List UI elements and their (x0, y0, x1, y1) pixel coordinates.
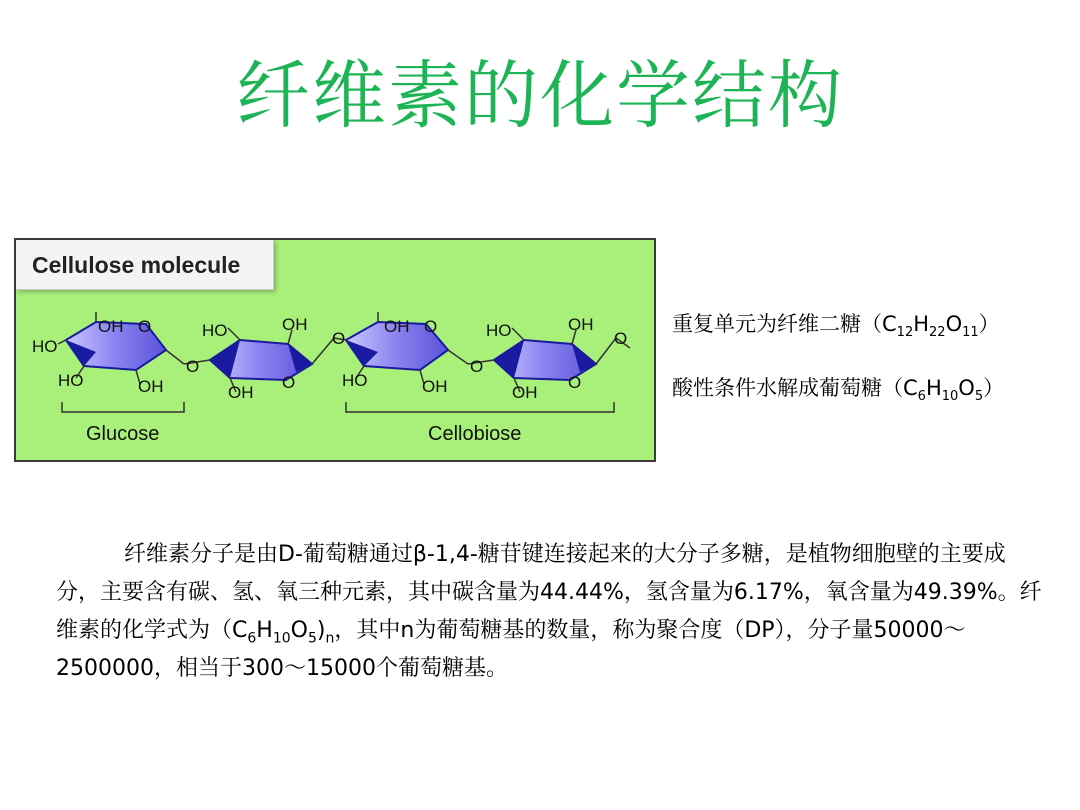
ring4-ho-top: HO (486, 321, 512, 340)
ring2-oh-bottom: OH (228, 383, 254, 402)
cellulose-figure (14, 238, 656, 462)
ring2-o-ring: O (282, 373, 296, 392)
ring3-oh-bottom: OH (422, 377, 448, 396)
cellobiose-label: Cellobiose (428, 423, 522, 445)
ring4-oh-top: OH (568, 315, 594, 334)
ring3-ho-bottom: HO (342, 371, 368, 390)
side-note-hydrolysis: 酸性条件水解成葡萄糖$(C_6H_{10}O_5)$ (672, 376, 1005, 405)
ring2-oh-top: OH (282, 315, 308, 334)
glucose-bracket (62, 402, 184, 412)
ring2-ho-top: HO (202, 321, 228, 340)
description-paragraph: 纤维素分子是由D-葡萄糖通过β-1,4-糖苷键连接起来的大分子多糖，是植物细胞壁的主要成分，主要含有碳、氢、氧三种元素，其中碳含量为44.44%，氢含量为6.17%，氧含量为49.39%。纤维素的化学式为$(C_6H_{10}O_5)_n$，其中n为葡萄糖基的数量，称为聚合度（DP），分子量50000～2500000，相当于300～15000个葡萄糖基。 (56, 542, 1042, 681)
ring1-oh-top: OH (98, 317, 124, 336)
linkage-o-2: O (332, 329, 346, 348)
linkage-o-4: O (614, 329, 628, 348)
glucose-label: Glucose (86, 423, 160, 445)
cellobiose-bracket (346, 402, 614, 412)
side-note-repeat-unit: 重复单元为纤维二糖$(C_{12}H_{22}O_{11})$ (672, 312, 1000, 341)
ring4-oh-bottom: OH (512, 383, 538, 402)
ring1-ho-bottom: HO (58, 371, 84, 390)
ring3-oh-top: OH (384, 317, 410, 336)
paragraph-part1: 纤维素分子是由D-葡萄糖通过β-1,4-糖苷键连接起来的大分子多糖，是植物细胞壁的主要成分，主要含有碳、氢、氧三种元素，其中碳含量为44.44%，氢含量为6.17%，氧含量为49.39%。纤维素的化学式为（C (56, 542, 1042, 643)
ring1-o-ring: O (138, 317, 152, 336)
page-title: 纤维素的化学结构 (236, 53, 844, 139)
ring1-oh-bottom: OH (138, 377, 164, 396)
linkage-o-1: O (186, 357, 200, 376)
ring4-o-ring: O (568, 373, 582, 392)
ring1-ho-top: HO (32, 337, 58, 356)
figure-label: Cellulose molecule (16, 240, 274, 290)
ring3-o-ring: O (424, 317, 438, 336)
paragraph-part2: ，其中n为葡萄糖基的数量，称为聚合度（DP），分子量50000～2500000，相当于300～15000个葡萄糖基。 (56, 618, 966, 681)
linkage-o-3: O (470, 357, 484, 376)
